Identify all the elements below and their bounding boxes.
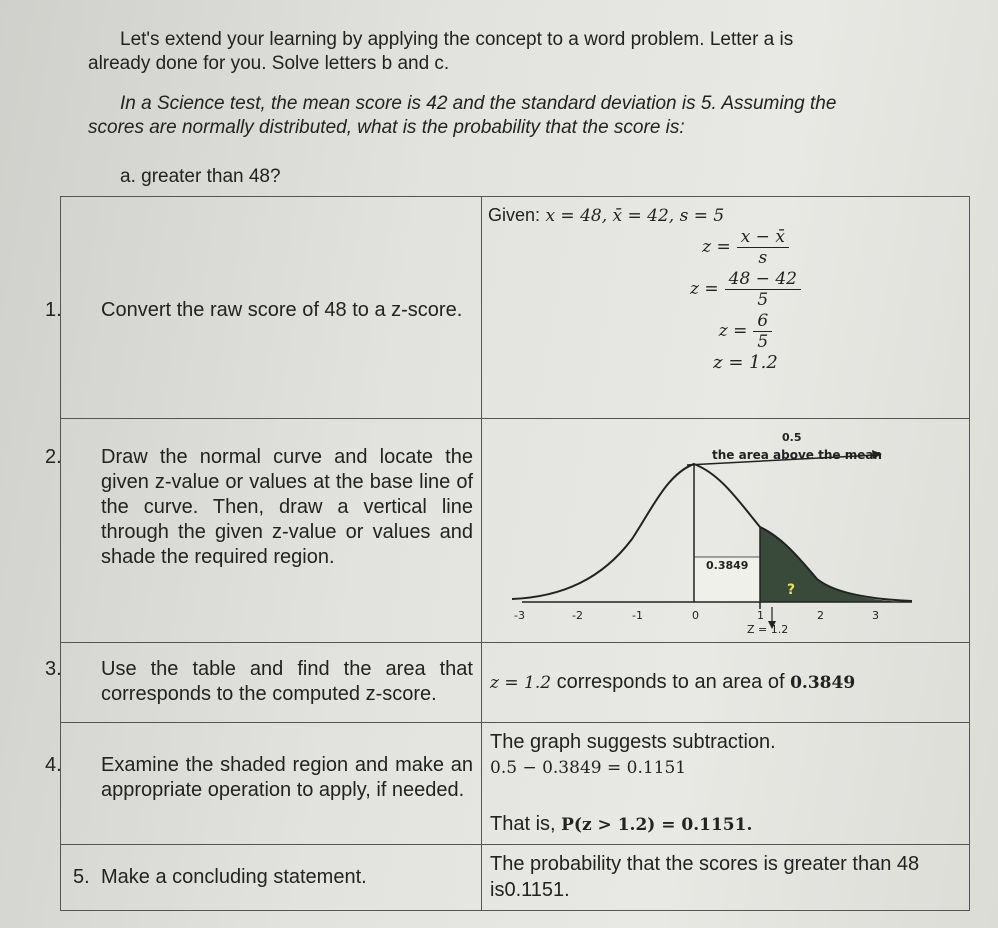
step-row-4 xyxy=(61,723,970,845)
formula-simplified: z = $\frac{6}{5}$ xyxy=(522,310,969,352)
intro-line-2: already done for you. Solve letters b and c. xyxy=(88,53,450,74)
z-result: z = 1.2 xyxy=(713,352,778,373)
label-unknown: ? xyxy=(787,582,796,598)
step-row-5 xyxy=(61,845,970,911)
step-3-answer: z = 1.2 corresponds to an area of 0.3849 xyxy=(482,643,970,723)
tick-label-neg1: -1 xyxy=(632,609,643,622)
tick-label-0: 0 xyxy=(692,609,699,622)
tick-label-1: 1 xyxy=(757,609,764,622)
tick-label-3: 3 xyxy=(872,609,879,622)
tick-label-neg3: -3 xyxy=(514,609,525,622)
step-4-answer xyxy=(482,723,970,845)
step-4-text: 4. Examine the shaded region and make an appropriate operation to apply, if needed. xyxy=(45,754,473,801)
label-half: 0.5 xyxy=(782,431,802,444)
tick-label-2: 2 xyxy=(817,609,824,622)
given-line: Given: x = 48, x̄ = 42, s = 5 xyxy=(488,205,725,226)
intro-line-1: Let's extend your learning by applying the concept to a word problem. Letter a is xyxy=(120,29,794,50)
step-row-1 xyxy=(61,197,970,419)
formula-substituted: z = $\frac{48 - 42}{5}$ xyxy=(522,268,969,310)
step-3-text: 3. Use the table and find the area that corresponds to the computed z-score. xyxy=(45,658,473,705)
step-5-answer: The probability that the scores is greater than 48 is0.1151. xyxy=(482,845,970,911)
problem-text: In a Science test, the mean score is 42 and the standard deviation is 5. Assuming the scores are normally distributed, what is the probability that the score is: xyxy=(88,93,837,138)
step-2-text: 2. Draw the normal curve and locate the given z-value or values at the base line of the curve. Then, draw a vertical line through the given z-value or values and shade the required region. xyxy=(45,446,473,568)
step-4-line-3: That is, P(z > 1.2) = 0.1151. xyxy=(490,813,753,835)
step-1-text: 1. Convert the raw score of 48 to a z-score. xyxy=(45,299,463,321)
tick-label-neg2: -2 xyxy=(572,609,583,622)
step-row-3 xyxy=(61,643,970,723)
label-above-mean: the area above the mean xyxy=(712,448,882,462)
step-row-2 xyxy=(61,419,970,643)
shaded-tail-region xyxy=(760,527,892,602)
label-area: 0.3849 xyxy=(706,559,749,572)
part-a-heading: a. greater than 48? xyxy=(120,166,281,187)
step-5-text: 5. Make a concluding statement. xyxy=(73,866,367,888)
problem-statement xyxy=(88,92,888,140)
step-4-line-1: The graph suggests subtraction. xyxy=(490,731,776,753)
steps-table xyxy=(45,196,970,911)
step-4-line-2: 0.5 − 0.3849 = 0.1151 xyxy=(490,758,687,778)
step-2-graph-cell xyxy=(482,419,970,643)
normal-curve-graph xyxy=(482,419,970,637)
z-value-label: Z = 1.2 xyxy=(747,623,789,636)
formula-general: z = $\frac{x - x̄}{s}$ xyxy=(522,226,969,268)
step-1-solution xyxy=(482,197,970,419)
intro-paragraph xyxy=(88,28,888,76)
